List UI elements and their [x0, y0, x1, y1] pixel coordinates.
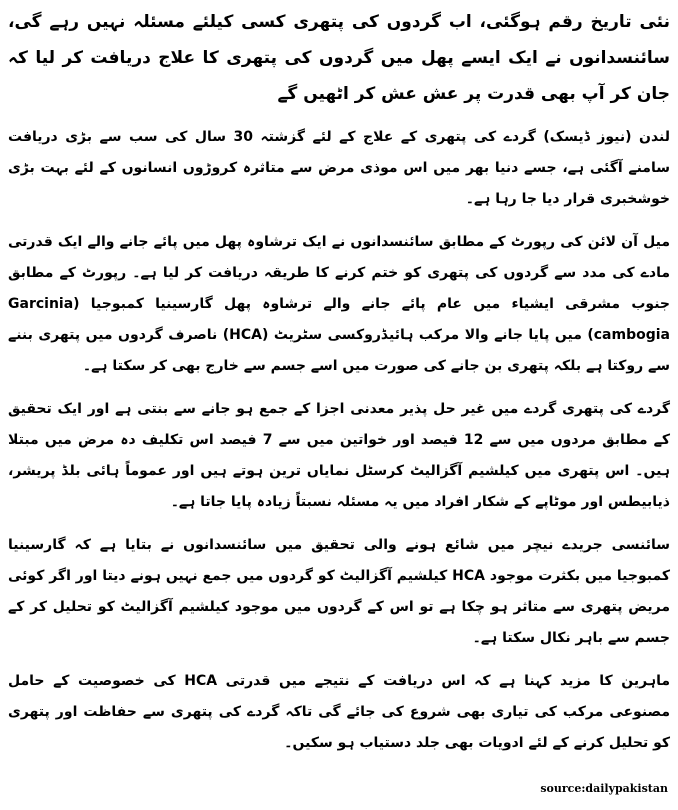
- article-paragraph-1: لندن (نیوز ڈیسک) گردے کی پتھری کے علاج کے لئے گزشتہ 30 سال کی سب سے بڑی دریافت سامنے آگئی ہے، جسے دنیا بھر میں اس موذی مرض سے متاثرہ کروڑوں انسانوں کے لئے بہت بڑی خوشخبری قرار دیا جا رہا ہے۔: [8, 129, 670, 207]
- article: [8, 4, 670, 771]
- article-paragraph-5: ماہرین کا مزید کہنا ہے کہ اس دریافت کے نتیجے میں قدرتی HCA کی خصوصیت کے حامل مصنوعی مرکب کی تیاری بھی شروع کی جائے گی تاکہ گردے کی پتھری سے حفاظت اور پتھری کو تحلیل کرنے کے لئے ادویات بھی جلد دستیاب ہو سکیں۔: [8, 673, 670, 751]
- article-headline: نئی تاریخ رقم ہوگئی، اب گردوں کی پتھری کسی کیلئے مسئلہ نہیں رہے گی، سائنسدانوں نے ایک ایسے پھل میں گردوں کی پتھری کا علاج دریافت کر لیا کہ جان کر آپ بھی قدرت پر عش عش کر اٹھیں گے: [8, 12, 670, 104]
- article-paragraph-3: گردے کی پتھری گردے میں غیر حل پذیر معدنی اجزا کے جمع ہو جانے سے بنتی ہے اور ایک تحقیق کے مطابق مردوں میں سے 12 فیصد اور خواتین میں سے 7 فیصد اس تکلیف دہ مرض میں مبتلا ہیں۔ اس پتھری میں کیلشیم آگزالیٹ کرسٹل نمایاں ترین ہوتے ہیں اور عموماً ہائی بلڈ پریشر، ذیابیطس اور موٹاپے کے شکار افراد میں یہ مسئلہ نسبتاً زیادہ پایا جاتا ہے۔: [8, 401, 670, 510]
- article-paragraph-2: میل آن لائن کی رپورٹ کے مطابق سائنسدانوں نے ایک ترشاوہ پھل میں پائے جانے والے ایک قدرتی مادے کی مدد سے گردوں کی پتھری کو ختم کرنے کا طریقہ دریافت کر لیا ہے۔ رپورٹ کے مطابق جنوب مشرقی ایشیاء میں عام پائے جانے والے ترشاوہ پھل گارسینیا کمبوجیا (Garcinia cambogia) میں پایا جانے والا مرکب ہائیڈروکسی سٹریٹ (HCA) ناصرف گردوں میں پتھری بننے سے روکتا ہے بلکہ پتھری بن جانے کی صورت میں اسے جسم سے خارج بھی کر سکتا ہے۔: [8, 234, 670, 374]
- source-credit: source:dailypakistan: [540, 782, 668, 795]
- article-paragraph-4: سائنسی جریدے نیچر میں شائع ہونے والی تحقیق میں سائنسدانوں نے بتایا ہے کہ گارسینیا کمبوجیا میں بکثرت موجود HCA کیلشیم آگزالیٹ کو گردوں میں جمع نہیں ہونے دیتا اور اگر کوئی مریض پتھری سے متاثر ہو چکا ہے تو اس کے گردوں میں موجود کیلشیم آگزالیٹ کو تحلیل کر کے جسم سے باہر نکال سکتا ہے۔: [8, 537, 670, 646]
